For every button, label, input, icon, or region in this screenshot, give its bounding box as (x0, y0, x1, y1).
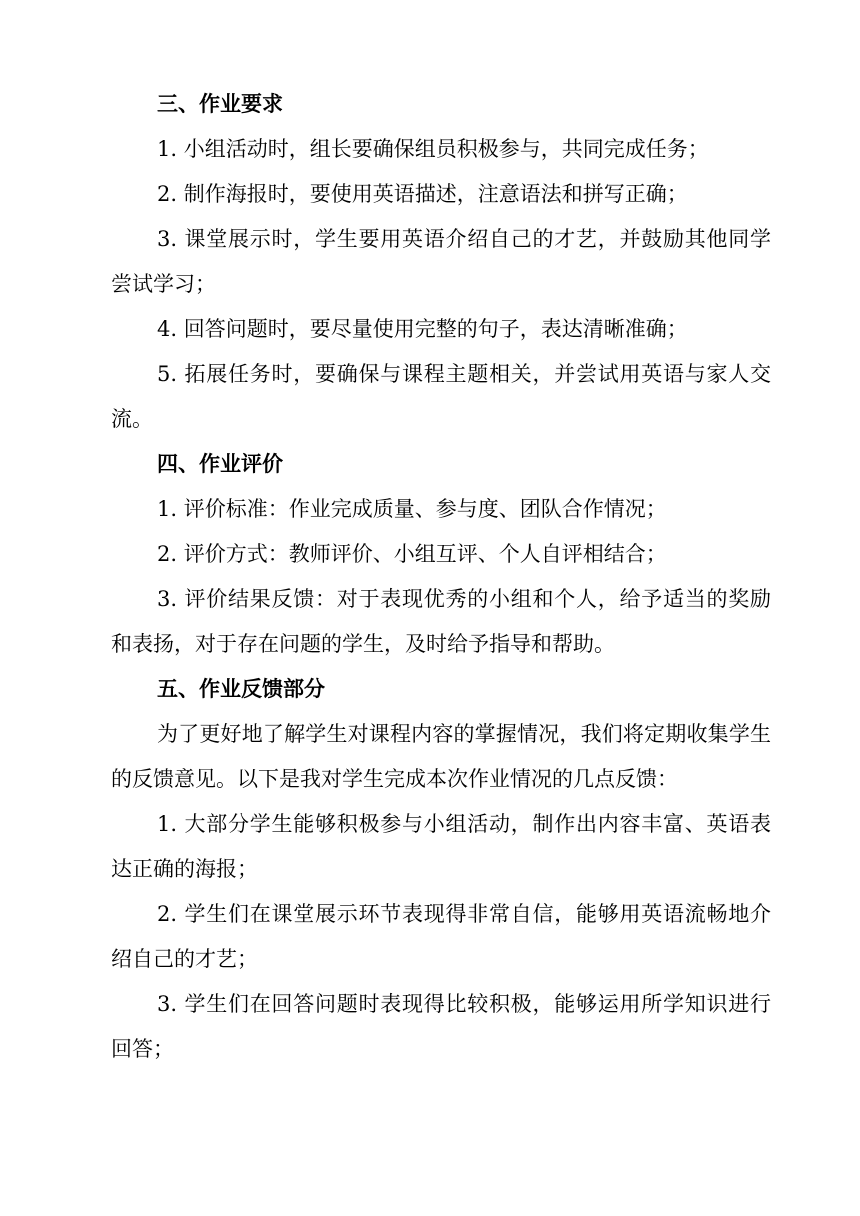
document-body (111, 82, 771, 1072)
requirement-item-5: 5. 拓展任务时，要确保与课程主题相关，并尝试用英语与家人交流。 (111, 362, 771, 431)
section-heading-requirements: 三、作业要求 (157, 92, 283, 116)
feedback-item-3: 3. 学生们在回答问题时表现得比较积极，能够运用所学知识进行回答； (111, 992, 771, 1061)
section-heading-evaluation: 四、作业评价 (157, 452, 283, 476)
requirement-item-2: 2. 制作海报时，要使用英语描述，注意语法和拼写正确； (157, 182, 688, 206)
evaluation-item-1: 1. 评价标准：作业完成质量、参与度、团队合作情况； (157, 497, 667, 521)
requirement-item-3: 3. 课堂展示时，学生要用英语介绍自己的才艺，并鼓励其他同学尝试学习； (111, 227, 771, 296)
feedback-item-1: 1. 大部分学生能够积极参与小组活动，制作出内容丰富、英语表达正确的海报； (111, 812, 771, 881)
requirement-item-4: 4. 回答问题时，要尽量使用完整的句子，表达清晰准确； (157, 317, 688, 341)
section-heading-feedback: 五、作业反馈部分 (157, 677, 325, 701)
feedback-item-2: 2. 学生们在课堂展示环节表现得非常自信，能够用英语流畅地介绍自己的才艺； (111, 902, 771, 971)
evaluation-item-2: 2. 评价方式：教师评价、小组互评、个人自评相结合； (157, 542, 667, 566)
requirement-item-1: 1. 小组活动时，组长要确保组员积极参与，共同完成任务； (157, 137, 709, 161)
feedback-intro: 为了更好地了解学生对课程内容的掌握情况，我们将定期收集学生的反馈意见。以下是我对学生完成本次作业情况的几点反馈： (111, 722, 771, 791)
evaluation-item-3: 3. 评价结果反馈：对于表现优秀的小组和个人，给予适当的奖励和表扬，对于存在问题的学生，及时给予指导和帮助。 (111, 587, 771, 656)
